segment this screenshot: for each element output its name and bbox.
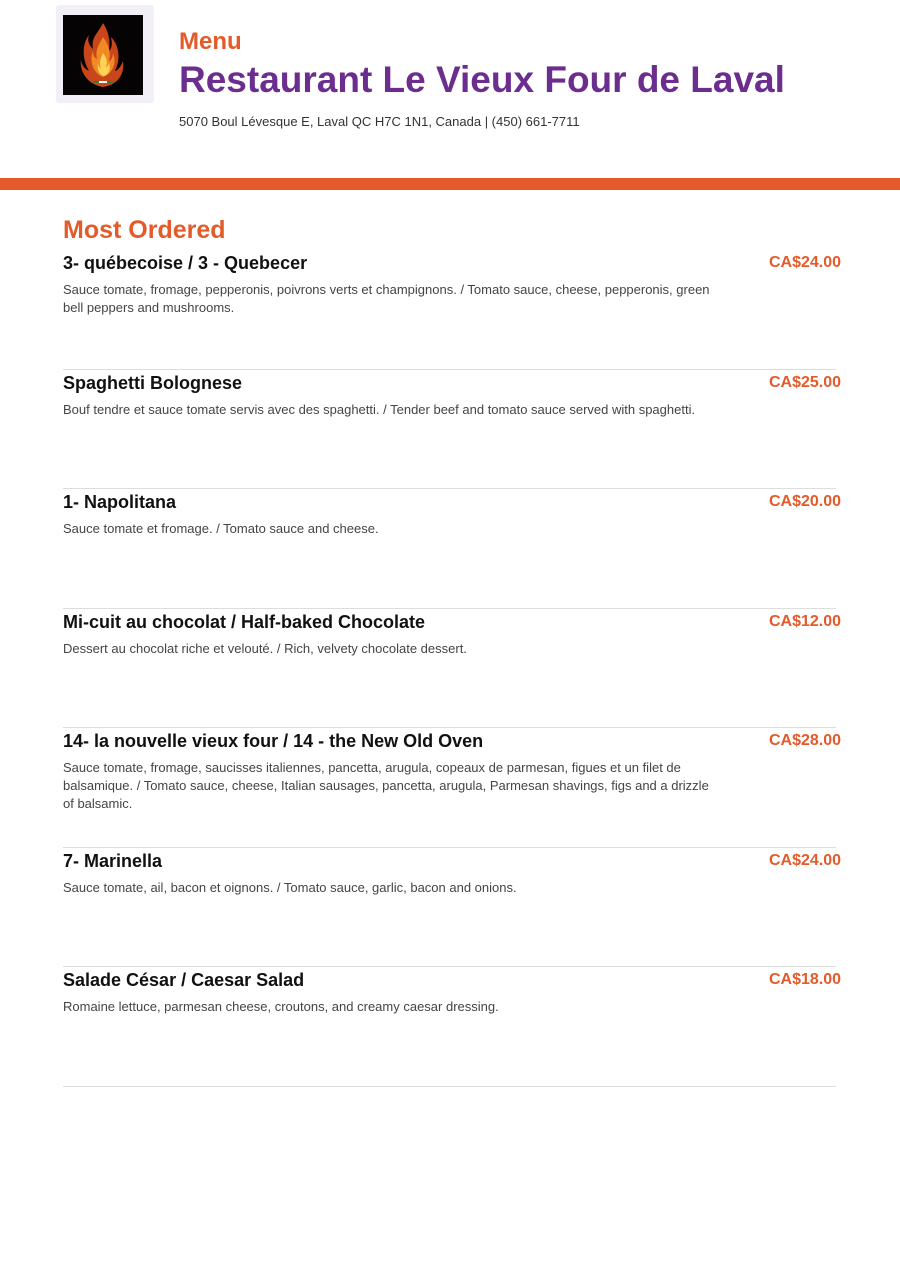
menu-item-description: Sauce tomate, ail, bacon et oignons. / Tomato sauce, garlic, bacon and onions. — [63, 879, 517, 895]
menu-item[interactable] — [63, 489, 842, 609]
menu-item-list — [63, 250, 848, 1087]
menu-item-name: 7- Marinella — [63, 850, 163, 871]
menu-item-price: CA$18.00 — [769, 971, 842, 988]
menu-item-name: 1- Napolitana — [63, 492, 177, 512]
menu-item[interactable] — [63, 609, 842, 729]
menu-item[interactable] — [63, 848, 842, 968]
header-divider-bar — [0, 178, 900, 190]
menu-item-price: CA$12.00 — [769, 612, 842, 630]
menu-item-price: CA$20.00 — [769, 493, 842, 510]
menu-item[interactable] — [63, 967, 842, 1087]
menu-item-name: Salade César / Caesar Salad — [63, 970, 305, 990]
menu-item-price: CA$28.00 — [769, 732, 842, 749]
menu-item-price: CA$24.00 — [769, 254, 842, 271]
menu-item-description: Bouf tendre et sauce tomate servis avec des spaghetti. / Tender beef and tomato sauce served with spaghetti. — [63, 401, 696, 417]
menu-item[interactable] — [63, 728, 842, 848]
menu-item[interactable] — [63, 250, 842, 370]
logo-frame — [56, 5, 154, 103]
menu-item-price: CA$24.00 — [769, 851, 842, 869]
menu-item-description: Sauce tomate, fromage, pepperonis, poivrons verts et champignons. / Tomato sauce, cheese, pepperonis, green bell peppers and mushrooms. — [63, 282, 710, 315]
restaurant-name: Restaurant Le Vieux Four de Laval — [179, 59, 785, 100]
menu-item[interactable] — [63, 370, 842, 490]
menu-item-description: Sauce tomate, fromage, saucisses italiennes, pancetta, arugula, copeaux de parmesan, figues et un filet de balsamique. / Tomato sauce, cheese, Italian sausages, pancetta, arugula, Parmesan shavings, figs and a drizzle of balsamic. — [63, 760, 709, 811]
menu-item-description: Romaine lettuce, parmesan cheese, croutons, and creamy caesar dressing. — [63, 999, 499, 1014]
menu-item-price: CA$25.00 — [769, 373, 842, 391]
menu-item-name: 3- québecoise / 3 - Quebecer — [63, 253, 308, 273]
address-line: 5070 Boul Lévesque E, Laval QC H7C 1N1, Canada | (450) 661-7711 — [179, 114, 580, 129]
menu-item-description: Dessert au chocolat riche et velouté. / Rich, velvety chocolate dessert. — [63, 640, 467, 656]
flame-logo-icon — [63, 15, 143, 95]
menu-label: Menu — [179, 28, 242, 55]
menu-item-description: Sauce tomate et fromage. / Tomato sauce and cheese. — [63, 521, 379, 536]
menu-item-name: 14- la nouvelle vieux four / 14 - the New Old Oven — [63, 731, 484, 751]
section-title: Most Ordered — [63, 216, 226, 244]
menu-item-name: Spaghetti Bolognese — [63, 372, 243, 393]
menu-item-name: Mi-cuit au chocolat / Half-baked Chocolate — [63, 611, 426, 632]
